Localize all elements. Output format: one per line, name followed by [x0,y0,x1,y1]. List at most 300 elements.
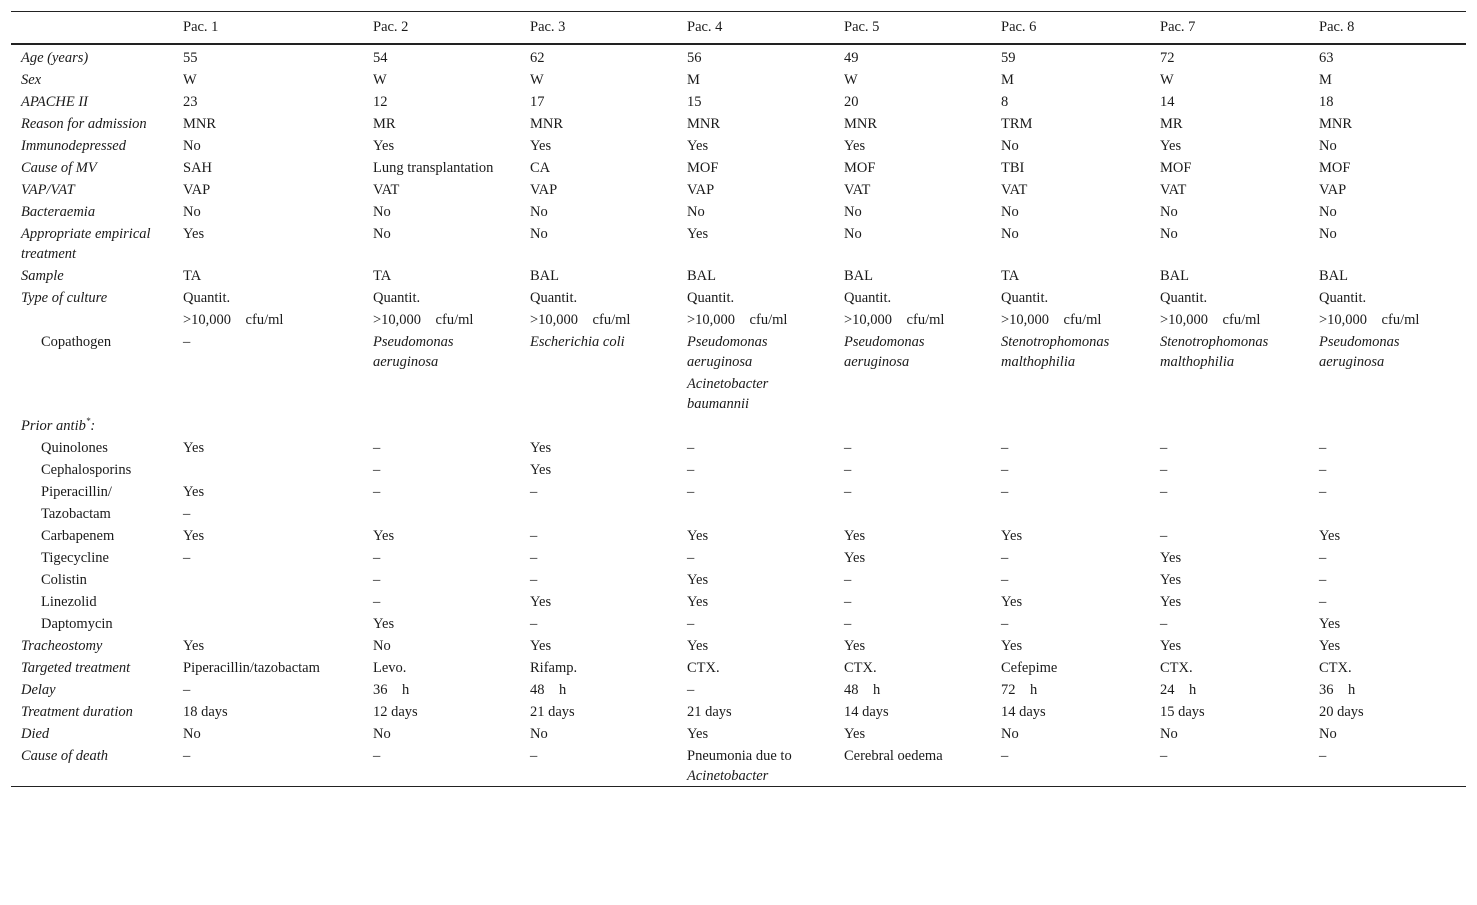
table-cell [834,480,991,502]
header-cell: Pac. 3 [530,18,566,35]
table-cell [520,178,677,200]
cell-value: – [530,572,538,588]
table-cell [834,264,991,286]
cell-value: – [373,440,381,456]
table-cell [1309,112,1466,134]
cell-value: 20 days [1319,704,1364,720]
cell-value: 48 h [530,682,567,698]
row-label-text: Died [21,726,50,742]
cell-value: MR [1160,116,1183,132]
cell-value: – [1001,572,1009,588]
table-cell [991,112,1150,134]
table-cell [1150,568,1309,590]
table-cell [1309,568,1466,590]
cell-value: – [530,550,538,566]
table-cell [677,134,834,156]
cell-value: Pseudomonas aeruginosa [373,334,454,370]
table-cell [991,568,1150,590]
cell-value: M [687,72,700,88]
cell-value: CTX. [687,660,720,676]
row-label-text: Cephalosporins [41,462,132,478]
cell-value: – [1001,462,1009,478]
row-label [11,678,173,700]
cell-value: – [687,616,695,632]
table-cell [520,502,677,524]
patient-characteristics-table [11,11,1466,787]
cell-value: W [530,72,544,88]
cell-value: CA [530,160,551,176]
table-cell [363,330,520,372]
table-cell [834,700,991,722]
table-cell [363,156,520,178]
table-cell [1309,678,1466,700]
table-cell [363,134,520,156]
table-cell [173,612,363,634]
cell-value: MNR [844,116,878,132]
cell-value: – [530,484,538,500]
row-label-text: Prior antib [21,418,86,434]
table-row [11,722,1466,744]
table-cell [991,678,1150,700]
cell-value: – [687,462,695,478]
row-label [11,700,173,722]
table-cell [363,546,520,568]
cell-value: Quantit. [687,290,735,306]
table-cell [520,44,677,68]
table-cell [363,722,520,744]
cell-value: 14 [1160,94,1175,110]
header-cell [11,12,173,45]
cell-value: W [1160,72,1174,88]
cell-value: Yes [183,638,205,654]
table-cell [834,414,991,436]
table-cell [173,722,363,744]
table-cell [363,480,520,502]
table-cell [1150,286,1309,308]
cell-value: Yes [687,572,709,588]
table-cell [677,178,834,200]
table-cell [1309,286,1466,308]
row-label-text: Carbapenem [41,528,115,544]
cell-value: CTX. [844,660,877,676]
cell-value: >10,000 cfu/ml [844,312,945,328]
cell-value: VAT [1001,182,1028,198]
table-cell [1309,330,1466,372]
cell-value: Yes [183,484,205,500]
table-cell [1150,634,1309,656]
row-label-text: Bacteraemia [21,204,96,220]
row-label-text: Treatment duration [21,704,133,720]
table-cell [1150,414,1309,436]
cell-value: Yes [687,594,709,610]
table-row [11,68,1466,90]
row-label-text: Cause of MV [21,160,97,176]
table-cell [1150,90,1309,112]
row-label [11,68,173,90]
table-cell [173,222,363,264]
cell-value: Quantit. [1160,290,1208,306]
cell-value: – [844,484,852,500]
table-cell [520,546,677,568]
table-cell [1150,744,1309,787]
table-cell [1309,656,1466,678]
table-cell [1150,524,1309,546]
cell-value: BAL [844,268,873,284]
table-cell [363,502,520,524]
row-label [11,90,173,112]
table-cell [991,436,1150,458]
table-cell [363,90,520,112]
table-cell [677,436,834,458]
row-label-text: Tracheostomy [21,638,103,654]
table-cell [173,178,363,200]
cell-value: >10,000 cfu/ml [1001,312,1102,328]
cell-value: 48 h [844,682,881,698]
cell-value: Yes [1001,594,1023,610]
header-row [11,12,1466,45]
table-cell [173,700,363,722]
table-cell [677,44,834,68]
row-label-suffix: : [90,418,96,434]
table-cell [834,634,991,656]
table-cell [1150,678,1309,700]
cell-value: MNR [530,116,564,132]
table-cell [991,90,1150,112]
row-label [11,568,173,590]
cell-value: SAH [183,160,213,176]
table-cell [1150,546,1309,568]
table-cell [173,656,363,678]
table-body [11,44,1466,787]
table-cell [363,678,520,700]
table-cell [1150,458,1309,480]
table-cell [1150,436,1309,458]
table-cell [677,458,834,480]
cell-value: Quantit. [183,290,231,306]
table-cell [363,436,520,458]
table-cell [834,68,991,90]
table-row [11,308,1466,330]
table-cell [991,590,1150,612]
table-cell [363,264,520,286]
table-cell [1309,200,1466,222]
table-cell [991,744,1150,787]
cell-value: Yes [530,440,552,456]
table-cell [173,502,363,524]
table-cell [677,68,834,90]
cell-value: – [1319,594,1327,610]
row-label-text: Copathogen [41,334,112,350]
table-cell [834,286,991,308]
cell-value: – [530,528,538,544]
cell-value: – [844,462,852,478]
table-row [11,330,1466,372]
table-cell [991,502,1150,524]
table-cell [834,308,991,330]
cell-value: Quantit. [1319,290,1367,306]
row-label [11,612,173,634]
table-cell [991,264,1150,286]
cell-value: – [183,506,191,522]
table-cell [677,700,834,722]
table-cell [834,90,991,112]
cell-value: – [183,550,191,566]
table-cell [520,612,677,634]
cell-value: – [1319,748,1327,764]
table-row [11,286,1466,308]
cell-value: Stenotrophomonas malthophilia [1001,334,1110,370]
cell-value: – [183,682,191,698]
table-cell [520,722,677,744]
table-cell [363,458,520,480]
table-cell [363,178,520,200]
cell-value: 49 [844,50,859,66]
cell-value: No [183,726,201,742]
header-cell: Pac. 5 [844,18,880,35]
cell-value: MOF [844,160,876,176]
cell-value: VAT [1160,182,1187,198]
table-cell [1150,480,1309,502]
cell-value: Quantit. [373,290,421,306]
table-cell [1150,222,1309,264]
cell-value: VAP [183,182,211,198]
table-cell [173,568,363,590]
row-label-text: Tigecycline [41,550,109,566]
cell-value: Yes [687,226,709,242]
cell-value: Yes [530,638,552,654]
table-cell [834,612,991,634]
cell-value: – [1160,528,1168,544]
cell-value: – [183,334,191,350]
table-cell [834,372,991,414]
cell-value: W [373,72,387,88]
cell-value: Yes [373,528,395,544]
table-cell [363,612,520,634]
cell-value: – [1001,748,1009,764]
table-cell [991,612,1150,634]
table-cell [173,68,363,90]
header-cell: Pac. 8 [1319,18,1355,35]
table-cell [520,568,677,590]
table-cell [991,458,1150,480]
cell-value: No [1319,138,1337,154]
row-label [11,744,173,787]
cell-value: 56 [687,50,702,66]
row-label-text: Appropriate empirical treatment [21,226,151,262]
row-label [11,308,173,330]
table-cell [991,524,1150,546]
cell-value: No [844,226,862,242]
table-row [11,156,1466,178]
cell-value: No [373,638,391,654]
cell-value: No [530,226,548,242]
cell-value: 21 days [530,704,575,720]
row-label [11,590,173,612]
table-row [11,372,1466,414]
cell-value: Yes [844,726,866,742]
table-cell [173,44,363,68]
cell-value: – [373,594,381,610]
cell-value: 8 [1001,94,1009,110]
table-cell [834,744,991,787]
cell-value: Escherichia coli [530,334,625,350]
cell-value: Yes [1160,550,1182,566]
cell-value: Yes [687,138,709,154]
table-cell [834,678,991,700]
table-cell [677,222,834,264]
table-cell [520,222,677,264]
table-cell [173,524,363,546]
cell-value: 18 [1319,94,1334,110]
table-cell [1150,112,1309,134]
cell-value: CTX. [1319,660,1352,676]
cell-value: No [373,226,391,242]
cell-value: Yes [687,638,709,654]
cell-value: No [1319,204,1337,220]
row-label [11,264,173,286]
cell-value: Lung transplantation [373,160,494,176]
table-cell [520,264,677,286]
header-cell: Pac. 6 [1001,18,1037,35]
cell-value: Pneumonia due to [687,748,792,764]
table-cell [363,744,520,787]
cell-value: – [1001,550,1009,566]
cell-value: – [1160,440,1168,456]
table-cell [1150,590,1309,612]
cell-value: M [1319,72,1332,88]
table-cell [834,502,991,524]
cell-value: Cerebral oedema [844,748,943,764]
table-cell [1309,134,1466,156]
table-cell [991,330,1150,372]
table-cell [520,156,677,178]
cell-value: 14 days [844,704,889,720]
table-cell [173,112,363,134]
table-cell [677,308,834,330]
table-cell [520,112,677,134]
footnote-marker: * [85,416,91,427]
table-cell [173,134,363,156]
table-cell [173,308,363,330]
row-label [11,200,173,222]
cell-value: No [1001,226,1019,242]
table-cell [173,414,363,436]
table-cell [173,634,363,656]
cell-value: No [1001,726,1019,742]
cell-value: Cefepime [1001,660,1058,676]
table-cell [520,656,677,678]
table-cell [991,372,1150,414]
cell-value: 12 [373,94,388,110]
table-cell [834,156,991,178]
table-cell [363,634,520,656]
table-cell [520,90,677,112]
row-label-text: APACHE II [21,94,88,110]
row-label [11,286,173,308]
cell-value: – [530,616,538,632]
cell-value: Quantit. [1001,290,1049,306]
table-cell [1309,308,1466,330]
table-cell [991,546,1150,568]
cell-value: – [1319,572,1327,588]
cell-value: Pseudomonas aeruginosa [1319,334,1400,370]
cell-value: 62 [530,50,545,66]
table-cell [834,722,991,744]
cell-value: No [1001,138,1019,154]
table-cell [1150,308,1309,330]
cell-value: 36 h [1319,682,1356,698]
table-cell [520,68,677,90]
table-cell [173,590,363,612]
table-cell [1150,156,1309,178]
cell-value: >10,000 cfu/ml [687,312,788,328]
row-label [11,458,173,480]
cell-value: Acinetobacter baumannii [687,376,769,412]
table-cell [991,200,1150,222]
cell-value: 36 h [373,682,410,698]
cell-value: No [1319,226,1337,242]
table-cell [1309,700,1466,722]
table-cell [1309,178,1466,200]
cell-value: 24 h [1160,682,1197,698]
table-cell [1150,200,1309,222]
table-cell [520,524,677,546]
table-cell [677,502,834,524]
cell-value: – [844,594,852,610]
table-cell [991,134,1150,156]
table-row [11,524,1466,546]
row-label-text: Sex [21,72,42,88]
table-cell [173,200,363,222]
cell-value: – [373,748,381,764]
row-label [11,656,173,678]
cell-value: Yes [530,462,552,478]
table-row [11,744,1466,787]
cell-value: – [1160,748,1168,764]
row-label [11,372,173,414]
table-cell [677,372,834,414]
table-cell [520,308,677,330]
table-row [11,546,1466,568]
table-cell [173,372,363,414]
table-cell [520,286,677,308]
cell-value: Yes [530,594,552,610]
table-cell [363,372,520,414]
cell-value: – [1001,484,1009,500]
table-cell [1150,134,1309,156]
cell-value: Yes [844,550,866,566]
cell-value: Yes [1160,572,1182,588]
table-cell [991,308,1150,330]
cell-value: TA [1001,268,1020,284]
table-cell [1150,722,1309,744]
cell-value: TRM [1001,116,1033,132]
table-row [11,414,1466,436]
table-cell [173,156,363,178]
row-label [11,634,173,656]
cell-value: – [373,462,381,478]
table-row [11,634,1466,656]
table-row [11,458,1466,480]
cell-value: – [373,572,381,588]
table-row [11,436,1466,458]
table-cell [677,414,834,436]
cell-value: Quantit. [844,290,892,306]
cell-value: 15 [687,94,702,110]
table-cell [677,656,834,678]
table-cell [363,112,520,134]
cell-value: >10,000 cfu/ml [183,312,284,328]
